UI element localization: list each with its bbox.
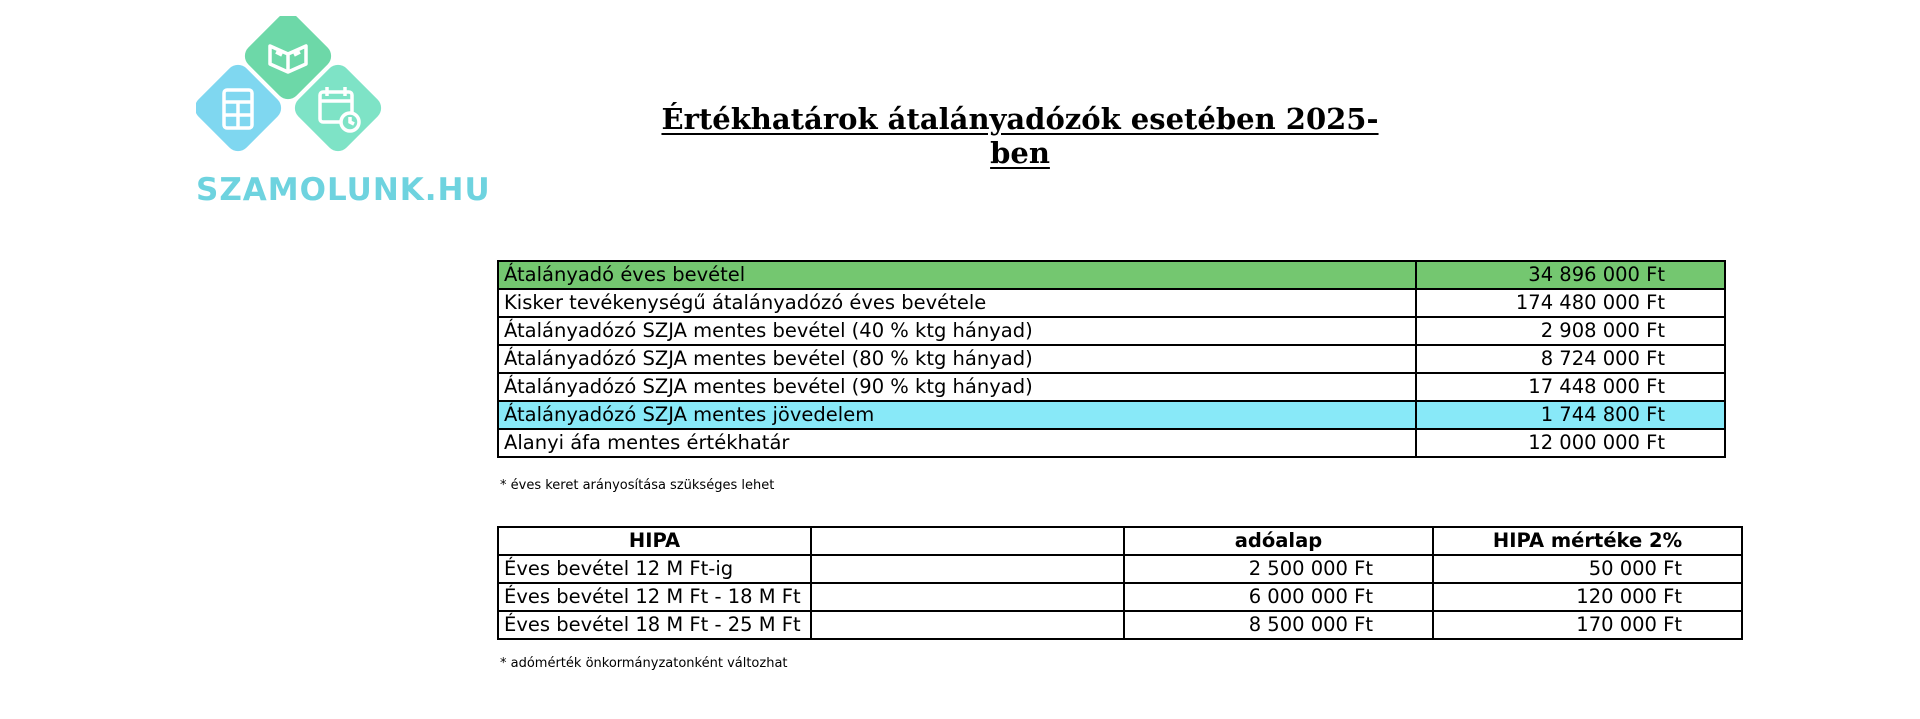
- table2-footnote: * adómérték önkormányzatonként változhat: [500, 656, 788, 671]
- row-value: 2 908 000 Ft: [1416, 317, 1725, 345]
- row-hipa-amount: 170 000 Ft: [1433, 611, 1742, 639]
- row-label: Éves bevétel 12 M Ft-ig: [498, 555, 811, 583]
- row-tax-base: 2 500 000 Ft: [1124, 555, 1433, 583]
- row-label: Éves bevétel 12 M Ft - 18 M Ft: [498, 583, 811, 611]
- header-tax-base: adóalap: [1124, 527, 1433, 555]
- header-empty: [811, 527, 1124, 555]
- table-row: [498, 261, 1725, 289]
- row-empty: [811, 555, 1124, 583]
- page-title: Értékhatárok átalányadózók esetében 2025-ben: [661, 102, 1379, 170]
- table-row: [498, 583, 1742, 611]
- table-row: [498, 317, 1725, 345]
- table-row: [498, 555, 1742, 583]
- row-label: Átalányadózó SZJA mentes jövedelem: [498, 401, 1416, 429]
- row-hipa-amount: 120 000 Ft: [1433, 583, 1742, 611]
- header-hipa: HIPA: [498, 527, 811, 555]
- row-label: Éves bevétel 18 M Ft - 25 M Ft: [498, 611, 811, 639]
- row-hipa-amount: 50 000 Ft: [1433, 555, 1742, 583]
- row-tax-base: 8 500 000 Ft: [1124, 611, 1433, 639]
- row-tax-base: 6 000 000 Ft: [1124, 583, 1433, 611]
- table-row: [498, 401, 1725, 429]
- row-value: 34 896 000 Ft: [1416, 261, 1725, 289]
- table-row: [498, 373, 1725, 401]
- row-empty: [811, 583, 1124, 611]
- logo: [196, 16, 496, 206]
- row-value: 8 724 000 Ft: [1416, 345, 1725, 373]
- table-row: [498, 611, 1742, 639]
- header-hipa-rate: HIPA mértéke 2%: [1433, 527, 1742, 555]
- table-row: [498, 289, 1725, 317]
- logo-text: SZAMOLUNK.HU: [196, 172, 491, 208]
- row-empty: [811, 611, 1124, 639]
- row-value: 174 480 000 Ft: [1416, 289, 1725, 317]
- row-label: Alanyi áfa mentes értékhatár: [498, 429, 1416, 457]
- income-limits-table: [497, 260, 1726, 458]
- row-label: Átalányadózó SZJA mentes bevétel (80 % ktg hányad): [498, 345, 1416, 373]
- logo-mark: [196, 16, 496, 176]
- row-label: Átalányadó éves bevétel: [498, 261, 1416, 289]
- row-label: Átalányadózó SZJA mentes bevétel (40 % ktg hányad): [498, 317, 1416, 345]
- table-row: [498, 429, 1725, 457]
- row-value: 1 744 800 Ft: [1416, 401, 1725, 429]
- hipa-table: [497, 526, 1743, 640]
- hipa-header-row: [498, 527, 1742, 555]
- row-label: Átalányadózó SZJA mentes bevétel (90 % ktg hányad): [498, 373, 1416, 401]
- table1-footnote: * éves keret arányosítása szükséges lehet: [500, 478, 775, 493]
- table-row: [498, 345, 1725, 373]
- row-value: 17 448 000 Ft: [1416, 373, 1725, 401]
- row-value: 12 000 000 Ft: [1416, 429, 1725, 457]
- row-label: Kisker tevékenységű átalányadózó éves bevétele: [498, 289, 1416, 317]
